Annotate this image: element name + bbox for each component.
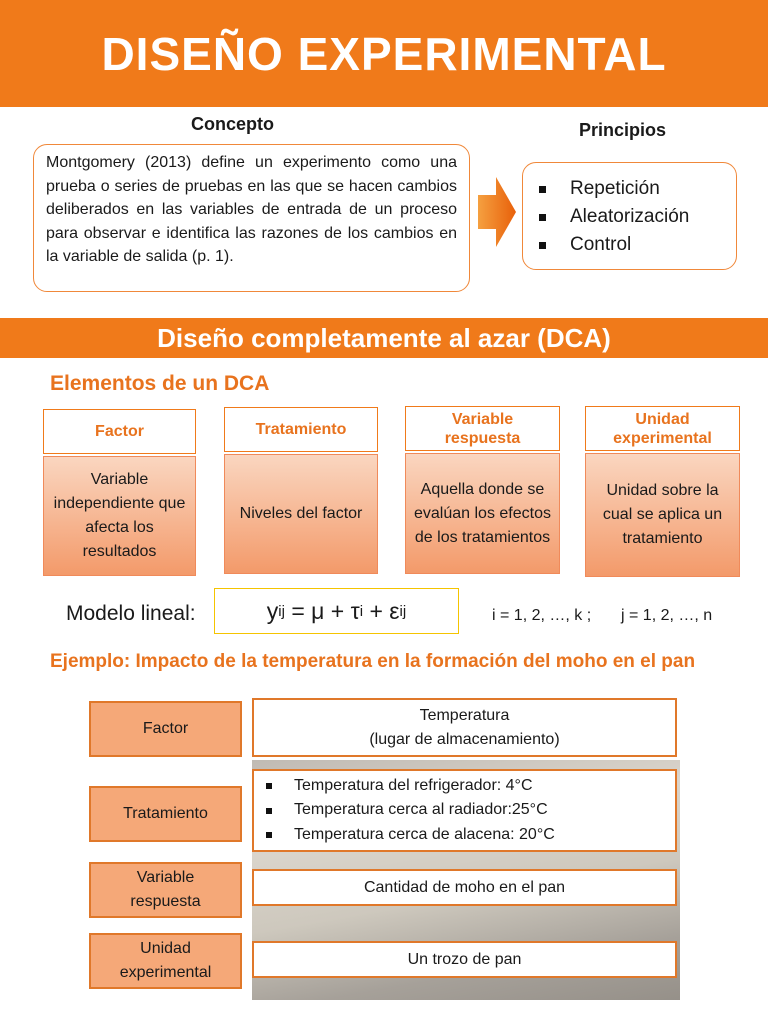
list-item: Control [539, 231, 724, 259]
model-formula: y ij = μ + τ i + ε ij [214, 588, 459, 634]
element-description-unit: Unidad sobre la cual se aplica un tratamiento [585, 453, 740, 577]
arrow-right-icon [476, 175, 518, 249]
example-value-treatment [252, 769, 677, 852]
element-description-response: Aquella donde se evalúan los efectos de los tratamientos [405, 453, 560, 574]
example-value-response: Cantidad de moho en el pan [252, 869, 677, 906]
list-item: Temperatura cerca de alacena: 20°C [266, 823, 555, 848]
title-banner [0, 0, 768, 107]
dca-banner-title: Diseño completamente al azar (DCA) [157, 322, 611, 353]
index-j: j = 1, 2, …, n [621, 607, 713, 624]
example-value-factor: Temperatura (lugar de almacenamiento) [252, 698, 677, 757]
element-description-treatment: Niveles del factor [224, 454, 378, 574]
example-value-unit: Un trozo de pan [252, 941, 677, 978]
list-item: Repetición [539, 175, 724, 203]
principles-heading: Principios [578, 120, 667, 140]
bullet-icon [539, 242, 546, 249]
list-item: Aleatorización [539, 203, 724, 231]
element-title-treatment: Tratamiento [224, 407, 378, 452]
element-description-factor: Variable independiente que afecta los resultados [43, 456, 196, 576]
element-title-unit: Unidad experimental [585, 406, 740, 451]
concept-heading: Concepto [191, 114, 274, 134]
principles-list [539, 175, 724, 259]
bullet-icon [266, 832, 272, 838]
dca-banner [0, 318, 768, 358]
bullet-icon [539, 214, 546, 221]
elements-heading: Elementos de un DCA [50, 372, 270, 395]
list-item: Temperatura del refrigerador: 4°C [266, 774, 555, 799]
element-title-response: Variable respuesta [405, 406, 560, 451]
example-label-unit: Unidad experimental [89, 933, 242, 989]
example-label-factor: Factor [89, 701, 242, 757]
treatment-list [266, 774, 555, 848]
principles-box [522, 162, 737, 270]
concept-text: Montgomery (2013) define un experimento como una prueba o series de pruebas en las que se hacen cambios deliberados en las variables de entrada de un proceso para observar e identifica las razones de los cambios en la variable de salida (p. 1). [46, 154, 457, 265]
bullet-icon [539, 186, 546, 193]
bullet-icon [266, 783, 272, 789]
bullet-icon [266, 808, 272, 814]
page-title: DISEÑO EXPERIMENTAL [101, 27, 667, 80]
concept-box [33, 144, 470, 292]
element-title-factor: Factor [43, 409, 196, 454]
example-label-treatment: Tratamiento [89, 786, 242, 842]
model-label: Modelo lineal: [66, 602, 196, 625]
example-heading: Ejemplo: Impacto de la temperatura en la formación del moho en el pan [50, 651, 696, 672]
list-item: Temperatura cerca al radiador:25°C [266, 798, 555, 823]
index-i: i = 1, 2, …, k ; [492, 607, 592, 624]
example-label-response: Variable respuesta [89, 862, 242, 918]
